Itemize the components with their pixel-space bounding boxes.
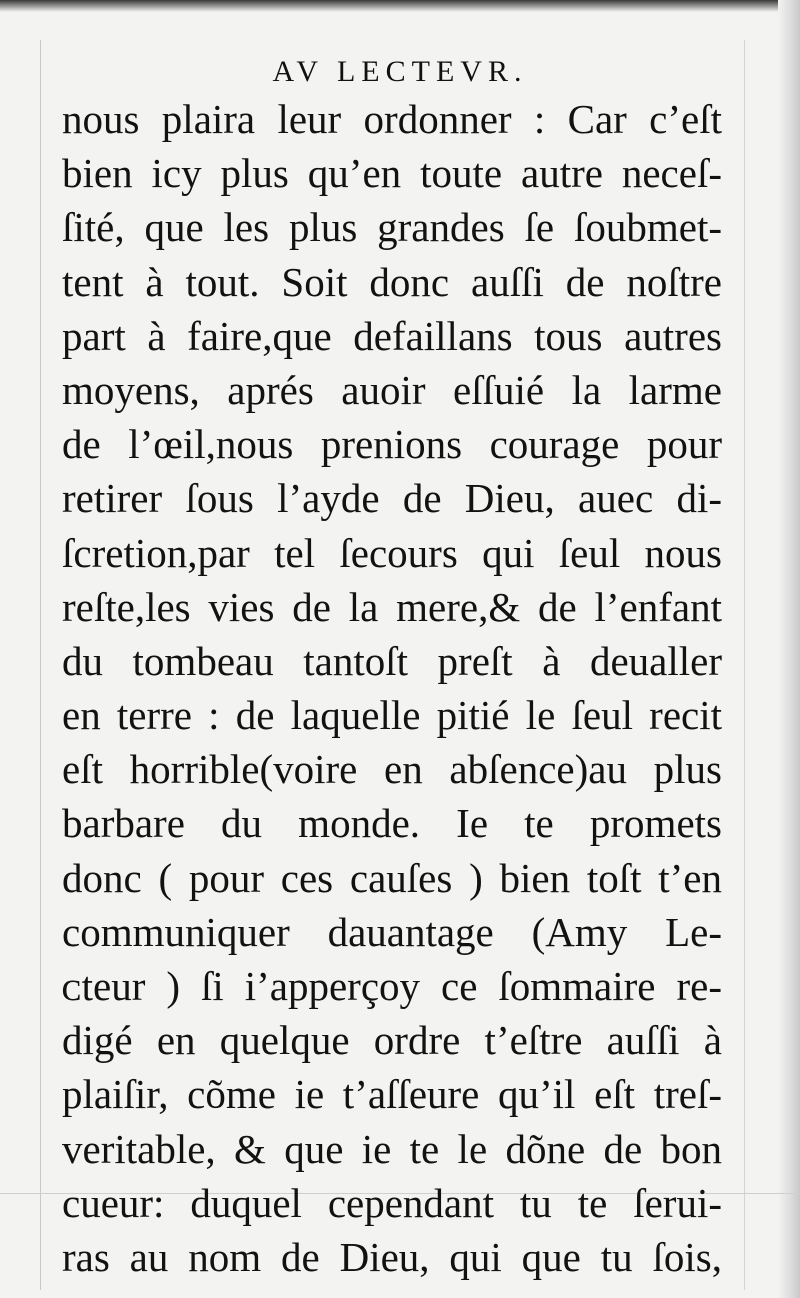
text-line: cueur: duquel cependant tu te ſerui-	[62, 1179, 722, 1226]
running-head: AV LECTEVR.	[272, 55, 528, 88]
text-line: plaiſir, cõme ie t’aſſeure qu’il eſt treſ-	[62, 1071, 722, 1118]
text-line: bien icy plus qu’en toute autre neceſ-	[62, 150, 722, 197]
page-edge-shadow	[778, 0, 800, 1298]
text-line: communiquer dauantage (Amy Le-	[62, 908, 722, 955]
text-line: ras au nom de Dieu, qui que tu ſois,	[62, 1233, 722, 1280]
text-line: nous plaira leur ordonner : Car c’eſt	[62, 96, 722, 142]
text-line: ᴄteur ) ſi i’apperçoy ce ſommaire re-	[62, 963, 722, 1009]
text-line: reſte,les vies de la mere,& de l’enfant	[62, 583, 722, 630]
text-line: en terre : de laquelle pitié le ſeul recit	[62, 692, 722, 739]
text-line: barbare du monde. Ie te promets	[62, 800, 722, 847]
top-page-shadow	[0, 0, 800, 12]
text-line: digé en quelque ordre t’eſtre auſſi à	[62, 1017, 722, 1064]
text-line: tent à tout. Soit donc auſſi de noſtre	[62, 258, 722, 305]
text-line: ſité, que les plus grandes ſe ſoubmet-	[62, 204, 722, 251]
text-line: veritable, & que ie te le dõne de bon	[62, 1125, 722, 1172]
text-line: part à faire,que defaillans tous autres	[62, 312, 722, 359]
text-line: retirer ſous l’ayde de Dieu, auec di-	[62, 475, 722, 522]
text-line: de l’œil,nous prenions courage pour	[62, 421, 722, 468]
body-text	[62, 92, 722, 1284]
left-margin-rule	[40, 40, 41, 1290]
text-line: du tombeau tantoſt preſt à deualler	[62, 637, 722, 684]
right-margin-rule	[744, 40, 745, 1290]
text-line: donc ( pour ces cauſes ) bien toſt t’en	[62, 854, 722, 901]
text-line: ſcretion,par tel ſecours qui ſeul nous	[62, 529, 722, 576]
text-line: moyens, aprés auoir eſſuié la larme	[62, 366, 722, 413]
text-line: eſt horrible(voire en abſence)au plus	[62, 746, 722, 793]
